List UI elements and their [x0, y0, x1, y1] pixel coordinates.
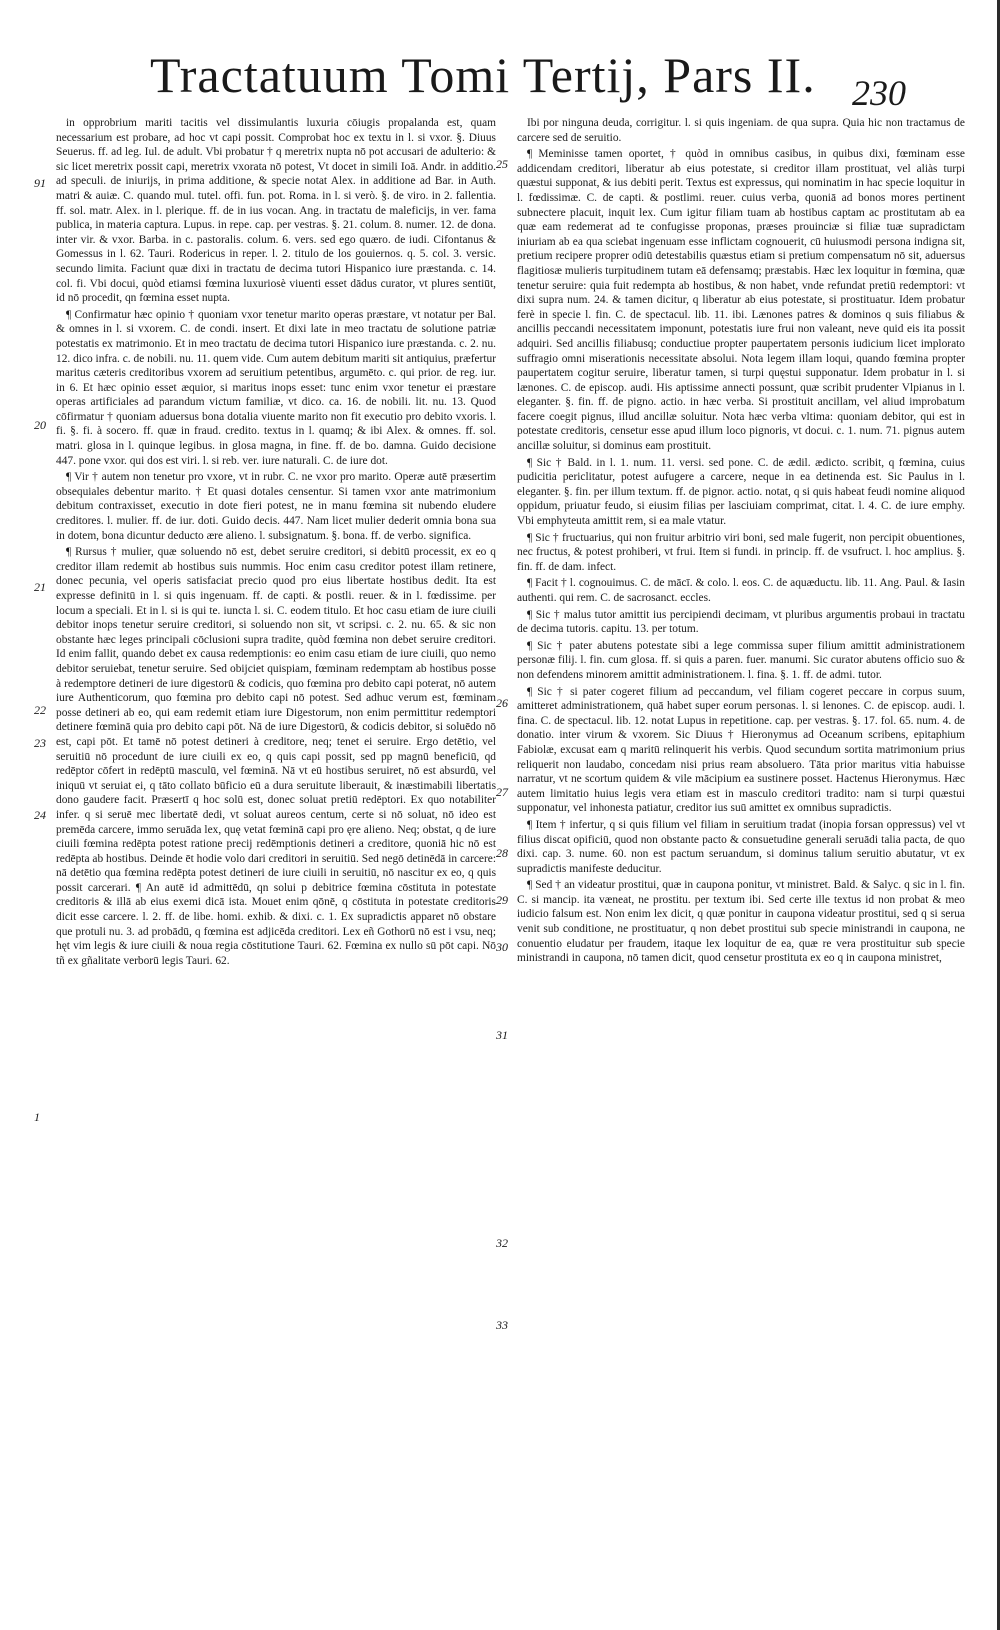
- paragraph: Ibi por ninguna deuda, corrigitur. l. si quis ingeniam. de qua supra. Quia hic non tractamus de carcere sed de seruitio.: [517, 117, 965, 144]
- margin-number: 26: [496, 696, 508, 710]
- paragraph: ¶ Sed † an videatur prostitui, quæ in caupona ponitur, vt ministret. Bald. & Salyc. q sic in l. fin. C. si mancip. ita væneat, ne prostitu. per textum ibi. Sed certe ille textus id non probat & meo iudicio falsum est. Non enim lex dicit, q quæ ponitur in caupona videatur prostitui, sed q si serua venit sub conditione, ne prostituatur, q non debet prostitui sub specie ministrandi in caupona, ne conuentio eludatur per fraudem, itaque lex loquitur de ea, quæ re vera prostituitur sub specie ministrandi in caupona, nō tamen dicit, quod censetur prostituta ex eo q in caupona ministret,: [517, 879, 965, 965]
- running-header: [150, 46, 816, 106]
- paragraph: ¶ Sic † fructuarius, qui non fruitur arbitrio viri boni, sed male fugerit, non percipit obuentiones, nec fructus, & potest prohiberi, vt frui. Item si fundi. in princip. ff. de vsufruct. l. hoc amplius. §. fin. ff. de dam. infect.: [517, 531, 965, 573]
- margin-number: 91: [34, 176, 46, 190]
- margin-number: 31: [496, 1028, 508, 1042]
- margin-number: 22: [34, 703, 46, 717]
- paragraph: in opprobrium mariti tacitis vel dissimulantis luxuria cōiugis propalanda est, quam necessarium est probare, ad hoc vt capi possit. Comprobat hoc ex textu in l. si vxor. §. Diuus Seuerus. ff. ad leg. Iul. de adult. Vbi probatur † q meretrix nupta nō pot accusari de adulterio: & sic licet meretrix possit capi, meretrix vxorata nō potest, Vt docet in simili Ioā. Andr. in additio. ad speculi. de iniurijs, in prima additione, & specie notat Alex. in additione ad Bar. in Auth. matri & auiæ. C. quando mul. tutel. offi. fun. pot. Roma. in l. si verò. §. de viro. in 2. fallentia. ff. sol. matr. Alex. in l. plerique. ff. de in ius vocan. Ang. in tractatu de maleficijs, in ver. fama publica, in materia captura. Lupus. in repe. cap. per vestras. §. 21. colum. 8. numer. 12. de dona. inter vir. & vxor. Barba. in c. pastoralis. colum. 6. vers. sed ego quæro. de iudi. Cifontanus & Gomessus in l. 62. Tauri. Rodericus in reper. l. 2. titulo de los gouiernos. q. 5. col. 3. versic. secundo limita. Faciunt quæ dixi in tractatu de decima tutori Hispanico iure præstanda. c. 14. col. fi. Vbi docui, quòd etiamsi fœmina luxuriosè viuenti esset dādus curator, vt plures sentiūt, id nō procedit, qn fœmina esset nupta.: [56, 117, 496, 305]
- paragraph: ¶ Rursus † mulier, quæ soluendo nō est, debet seruire creditori, si debitū processit, ex eo q creditor illam redemit ab hostibus suis nummis. Hoc enim casu creditor potest illam retinere, donec pecunia, vel operis satisfaciat precio quod pro eius libertate hostibus dedit. Ita est expresse definitū in l. si quis ingenuam. ff. de capti. & postli. reuer. & in l. fœdissime. per locum a speciali. Et in l. si is qui te. iuncta l. si. C. eodem titulo. Et hoc casu etiam de iure ciuili debitor inops tenetur seruire creditori, si soluendo non sit, vt scripsi. c. 2. nu. 65. & sic non obstante hæc leges principali cōclusioni supra tradite, quòd fœmina non debet seruire creditori. Id enim fallit, quando debet ex causa redemptionis: eo enim casu etiam de iure ciuili, quo nemo debitor seruiebat, tenetur seruire. Sed obijciet quispiam, fœminam redemptam ab hostibus posse à redemptore detineri de iure digestorū & codicis, quo fœmina pro debito capi poterat, nō autem iure Authenticorum, quo fœmina pro debito capi nō potest. Sed adhuc verum est, fœminam posse detineri ab eo, qui eam redemit etiam iure Digestorum, non enim permittitur redemptori detinere fœminā quia pro debito capi pōt. Nā de iure Digestorū, & codicis debitor, si soluēdo nō est, capi pōt. Et tamē nō potest detineri à creditore, neq; tenet ei seruire. Ergo detētio, vel seruitiū nō procedunt de iure ciuili ex eo, q quis capi possit, sed pp magnū beneficiū, qd redēptor cōfert in redēptū masculū, vel fœminā. Nā vt eū hostibus seruiret, nō est absurdū, vel iniquū vt seruiat ei, q tāto collato būficio eū a dura seruitute liberauit, & inæstimabili libertatis dono gaudere facit. Præsertī q hoc solū est, donec soluat pretiū redēptori. Ex quo notabiliter infer. q si seruē mec libertatē dedi, vt soluat aureos centum, certe si nō soluat, nō ideo est premēda carcere, immo seruāda lex, quę vetat fœminā capi pro ęre alieno. Neq; obstat, q de iure ciuili fœmina redēpta potest ratione precij redēmptionis detineri a creditore, quoniā hic nō est redēpta ab hostibus. Deinde ēt hodie volo dari creditori in seruitiū. Sed negō detinēdā in carcere: nā detētio qua fœmina redēpta potest detineri de iure ciuili in seruitiū, nō nascitur ex eo, q quis possit carcerari. ¶ An autē id admittēdū, qn solui p debitrice fœmina cōstituta in potestate creditoris & illā ab eius exemi dicā ista. Mouet enim qōnē, q cōstituta in potestate creditoris dicit esse carcere. l. 2. ff. de libe. homi. exhib. & dixi. c. 1. Ex supradictis apparet nō obstare que protuli nu. 3. ad probādū, q fœmina est adjicēda creditori. Lex eñ Gothorū nō est i vsu, neq; hęt vim legis & iure ciuili & noua regia cōstitutione Tauri. 62. Fœmina ex nullo sū pōt capi. Nō tñ ex gñalitate verborū legis Tauri. 62.: [56, 546, 496, 967]
- margin-number: 21: [34, 580, 46, 594]
- paragraph: ¶ Sic † pater abutens potestate sibi a lege commissa super filium amittit administrationem personæ filij. l. fin. cum glosa. ff. si quis a paren. fuer. manumi. Sic curator abutens officio suo & non defendens minorem amittit administrationem. l. fina. §. 1. ff. de admi. tutor.: [517, 639, 965, 681]
- margin-number: 30: [496, 940, 508, 954]
- margin-number: 23: [34, 736, 46, 750]
- paragraph: ¶ Facit † l. cognouimus. C. de mācī. & colo. l. eos. C. de aquæductu. lib. 11. Ang. Paul. & Iasin authenti. qui rem. C. de sacrosanct. eccles.: [517, 577, 965, 604]
- margin-number: 33: [496, 1318, 508, 1332]
- paragraph: ¶ Sic † Bald. in l. 1. num. 11. versi. sed pone. C. de ædil. ædicto. scribit, q fœmina, cuius pudicitia periclitatur, potest aufugere a carcere, neque in ea detinenda est. Sic Paulus in l. eleganter. §. fin. per illum textum. ff. de pignor. actio. notat, q si quis habeat feudi nomine aliquod oppidum, priuatur feudo, si eiusim filias per lasciuiam comprimat, citat. l. 4. C. de iure emphy. Vbi emphyteuta amittit rem, si ea male vtatur.: [517, 456, 965, 528]
- paragraph: ¶ Vir † autem non tenetur pro vxore, vt in rubr. C. ne vxor pro marito. Operæ autē præsertim obsequiales debentur marito. † Et quasi dotales censentur. Si tamen vxor ante matrimonium debitum contraxisset, executio in dote fieri potest, ne in manu fœmina sit nubendo eludere creditores. l. mulier. ff. de iur. doti. Guido decis. 447. Nam licet mulier dederit omnia bona sua in dotem, bona dicuntur deducto ære alieno. l. subsignatum. §. bona. ff. de verbo. significa.: [56, 471, 496, 542]
- margin-number: 28: [496, 846, 508, 860]
- margin-number: 32: [496, 1236, 508, 1250]
- left-text-column: [56, 116, 496, 970]
- margin-number: 27: [496, 785, 508, 799]
- margin-number: 29: [496, 893, 508, 907]
- margin-number: 1: [34, 1110, 40, 1124]
- paragraph: ¶ Sic † malus tutor amittit ius percipiendi decimam, vt pluribus argumentis probaui in tractatu de decima tutoris. capitu. 13. per totum.: [517, 608, 965, 636]
- folio-number: 230: [852, 73, 906, 113]
- paragraph: ¶ Item † infertur, q si quis filium vel filiam in seruitium tradat (inopia forsan oppressus) vel vt filius discat opificiū, quod non obstante pacto & consuetudine generali seruādi talia pacta, de quo dixi. cap. 3. nume. 60. non est pactum seruandum, si dominus talium seruitio abutatur, vt ex supradictis manifeste deducitur.: [517, 818, 965, 875]
- margin-number: 24: [34, 808, 46, 822]
- margin-number: 20: [34, 418, 46, 432]
- paragraph: ¶ Confirmatur hæc opinio † quoniam vxor tenetur marito operas præstare, vt notatur per Bal. & omnes in l. si vxorem. C. de condi. insert. Et dixi late in meo tractatu de solutione patriæ potestatis ex matrimonio. Et in meo tractatu de decima tutori Hispanico iure præstanda. c. 2. nu. 12. dico infra. c. de nobili. nu. 11. quem vide. Cum autem debitum mariti sit antiquius, præfertur maritus cæteris creditoribus vxorem ad seruitium petentibus, argumēto. c. qui prior. de reg. iur. in 6. Et hæc opinio esset æquior, si maritus inops esset: tunc enim vxor tenetur ei præstare operas artificiales ad parandum victum familiæ, vt dico. ca. 16. de nobili. lit. nu. 13. Quod cōfirmatur † quoniam aduersus bona dotalia viuente marito non fit executio pro debito vxoris. l. fi. §. fi. à socero. ff. quæ in fraud. credito. textus in l. quamq; & ibi Alex. & omnes. ff. sol. matri. glosa in l. quinque legibus. in glosa magna, in fine. ff. de bo. damna. Guido decisione 447. pone vxor. qui dos est viri. l. si reb. ver. iure naturali. C. de iure dot.: [56, 308, 496, 467]
- right-text-column: [517, 116, 965, 968]
- page-title: Tractatuum Tomi Tertij, Pars II.: [150, 47, 816, 103]
- paragraph: ¶ Meminisse tamen oportet, † quòd in omnibus casibus, in quibus dixi, fœminam esse addicendam creditori, liberatur ab eius potestate, si creditor illam prostituat, vel aliàs turpi quæstui supponat, & ius debiti perit. Textus est expressus, qui nominatim in hac specie loquitur in l. fœdissimæ. C. de capti. & postlimi. reuer. cuius verba, quoniā ad bonos mores pertinent subnectere placuit, inquit lex. Cum igitur filiam tuam ab hostibus captam ac prostitutam ab ea quæ eam redemerat ad te confugisse proponas, præses prouinciæ si filiæ tuæ supradictam iniuriam ab ea qua sciebat ingenuam esse inflictam cognouerit, cū huiusmodi persona indigna sit, pretium recipere proprer odiū detestabilis quæstus etiam si pretium compensatum nō sit, aduersus flagitiosæ mulieris turpitudinem tutam eā defensamq; præstabis. Hæc lex loquitur in fœmina, quæ tenetur seruire: quia fuit redempta ab hostibus, & non habet, vnde refundat pretiū redemptori: vt dixi supra num. 24. & tamen dicitur, q liberatur ab eius potestate, si prostituatur. Idem probatur ferè in specie l. fin. C. de spectacul. lib. 11. ibi. Lænones patres & dominos q suis filiabus & ancillis peccandi necessitatem imponunt, potestatis iure frui non valeant, neve quid eis ita possit adquiri. Sed ancillis filiabusq; conductiue propter paupertatem personis iudicium licet implorato suffragio omni miserationis necessitate absolui. Nota legem illam loqui, quando fœmina propter paupertatem cogitur seruire, liberatur tamen, si turpi quęstui supponatur. Idem probatur in l. si lænones. C. de episcop. audi. His aptissime annecti possunt, quæ scribit prudenter Vlpianus in l. eleganter. §. fin. ff. de pigno. actio. in hæc verba. Si prostituit ancillam, vel aliud improbatum facere coegit pignus, illud ancillæ soluitur. Nota hæc verba vltima: quoniam debitor, qui est in potestate creditoris, censetur esse apud illum loco pignoris, vt docui. c. 1. num. 71. pignus autem ancillæ soluitur, si dominus eam prostituit.: [517, 148, 965, 453]
- paragraph: ¶ Sic † si pater cogeret filium ad peccandum, vel filiam cogeret peccare in corpus suum, amitteret administrationem, quā habet super eorum personas. l. si lenones. C. de episcop. audi. l. fina. C. de spectacul. lib. 12. notat Lupus in repetitione. cap. per vestras. §. 17. fol. 65. num. 4. de donatio. inter virum & vxorem. Sic Diuus † Hieronymus ad Oceanum scribens, epitaphium Fabiolæ, excusat eam q maritū relinquerit his verbis. Quod secundum sortita matrimonium prius reliquerit non laudabo, concedam nisi prius ream absoluero. Tāta prior maritus vitia habuisse narratur, vt ne scortum quidem & vile mācipium ea sustinere posset. Hactenus Hieronymus. Hæc autem limitatio huius legis vera etiam est in masculo creditori tradito: nam si turpi quæstui supponatur, vel inhonesta patiatur, creditor ius suū amittet ex omnibus supradictis.: [517, 685, 965, 815]
- margin-number: 25: [496, 157, 508, 171]
